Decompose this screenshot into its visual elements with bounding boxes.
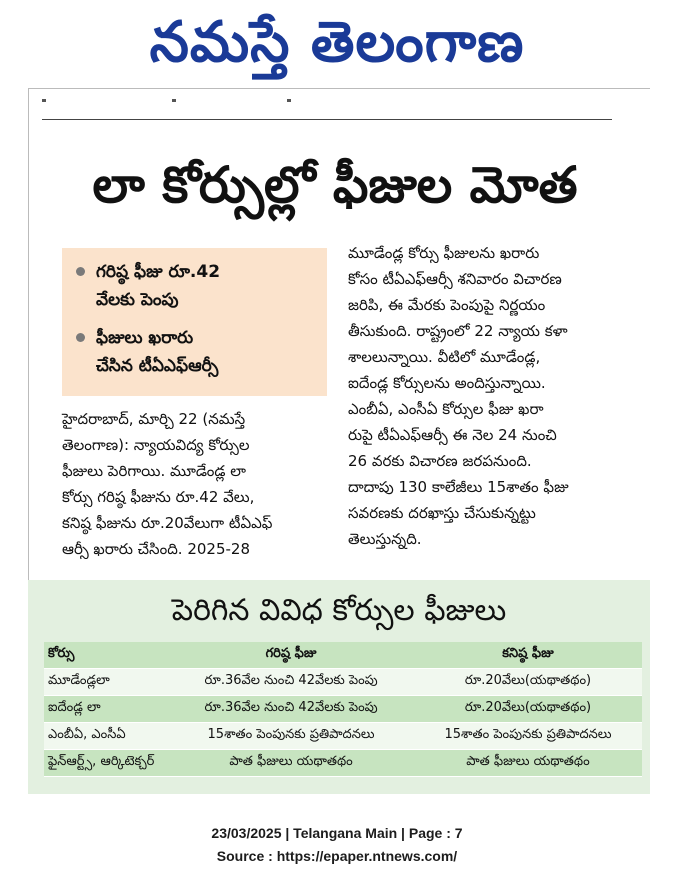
highlight-line: ఫీజులు ఖరారు xyxy=(96,328,194,348)
bullet-icon xyxy=(76,267,85,276)
table-row xyxy=(44,723,642,750)
cell-min-fee: రూ.20వేలు(యథాతథం) xyxy=(414,696,642,723)
frame-top-border xyxy=(28,88,650,89)
fee-table xyxy=(44,642,642,777)
body-line: రుపై టీఏఎఫ్ఆర్సీ ఈ నెల 24 నుంచి xyxy=(348,426,557,444)
highlight-line: గరిష్ఠ ఫీజు రూ.42 xyxy=(96,262,221,282)
masthead-logo: నమస్తే తెలంగాణ xyxy=(149,10,525,75)
body-line: ఎంబీఏ, ఎంసీఏ కోర్సుల ఫీజు ఖరా xyxy=(348,400,544,418)
headline-rule xyxy=(42,119,612,120)
body-line: ఐదేండ్ల కోర్సులను అందిస్తున్నాయి. xyxy=(348,374,546,392)
body-line: ఆర్సీ ఖరారు చేసింది. 2025-28 xyxy=(62,540,250,558)
body-line: శాలలున్నాయి. వీటిలో మూడేండ్ల, xyxy=(348,348,541,366)
cell-course: ఫైన్ఆర్ట్స్, ఆర్కిటెక్చర్ xyxy=(44,750,168,777)
fee-table-title: పెరిగిన వివిధ కోర్సుల ఫీజులు xyxy=(171,593,507,628)
cell-min-fee: పాత ఫీజులు యథాతథం xyxy=(414,750,642,777)
footer-date-line: 23/03/2025 | Telangana Main | Page : 7 xyxy=(211,825,463,841)
footer-source-line: Source : https://epaper.ntnews.com/ xyxy=(216,848,458,864)
cell-min-fee: 15శాతం పెంపునకు ప్రతిపాదనలు xyxy=(414,723,642,750)
highlight-item xyxy=(76,258,321,314)
body-line: మూడేండ్ల కోర్సు ఫీజులను ఖరారు xyxy=(348,244,540,262)
body-line: 26 వరకు విచారణ జరపనుంది. xyxy=(348,452,532,470)
body-line: కోర్సు గరిష్ఠ ఫీజును రూ.42 వేలు, xyxy=(62,488,255,506)
article-body-left xyxy=(62,406,330,562)
body-line: కనిష్ఠ ఫీజును రూ.20వేలుగా టీఏఎఫ్ xyxy=(62,514,273,532)
edge-mark xyxy=(287,99,291,102)
body-line: జరిపి, ఈ మేరకు పెంపుపై నిర్ణయం xyxy=(348,296,546,314)
cell-course: ఐదేండ్ల లా xyxy=(44,696,168,723)
header-min-fee: కనిష్ఠ ఫీజు xyxy=(414,642,642,669)
article-body-right xyxy=(348,240,638,552)
body-line: తెలంగాణ): న్యాయవిద్య కోర్సుల xyxy=(62,436,250,454)
edge-mark xyxy=(172,99,176,102)
body-line: కోసం టీఏఎఫ్ఆర్సీ శనివారం విచారణ xyxy=(348,270,562,288)
fee-table-section xyxy=(28,580,650,794)
highlight-box xyxy=(62,248,327,396)
table-row xyxy=(44,750,642,777)
bullet-icon xyxy=(76,333,85,342)
body-line: తీసుకుంది. రాష్ట్రంలో 22 న్యాయ కళా xyxy=(348,322,568,340)
table-header-row xyxy=(44,642,642,669)
body-line: తెలుస్తున్నది. xyxy=(348,530,422,548)
highlight-line: వేలకు పెంపు xyxy=(96,290,179,310)
highlight-line: చేసిన టీఏఎఫ్ఆర్సీ xyxy=(96,356,219,376)
cell-course: మూడేండ్లలా xyxy=(44,669,168,696)
table-row xyxy=(44,696,642,723)
cell-min-fee: రూ.20వేలు(యథాతథం) xyxy=(414,669,642,696)
cell-max-fee: రూ.36వేల నుంచి 42వేలకు పెంపు xyxy=(168,669,414,696)
body-line: ఫీజులు పెరిగాయి. మూడేండ్ల లా xyxy=(62,462,246,480)
highlight-item xyxy=(76,324,321,380)
cell-max-fee: రూ.36వేల నుంచి 42వేలకు పెంపు xyxy=(168,696,414,723)
body-line: హైదరాబాద్, మార్చి 22 (నమస్తే xyxy=(62,410,246,428)
body-line: సవరణకు దరఖాస్తు చేసుకున్నట్టు xyxy=(348,504,536,522)
article-headline: లా కోర్సుల్లో ఫీజుల మోత xyxy=(92,156,578,214)
cell-course: ఎంబీఏ, ఎంసీఏ xyxy=(44,723,168,750)
header-course: కోర్సు xyxy=(44,642,168,669)
table-row xyxy=(44,669,642,696)
cell-max-fee: 15శాతం పెంపునకు ప్రతిపాదనలు xyxy=(168,723,414,750)
cell-max-fee: పాత ఫీజులు యథాతథం xyxy=(168,750,414,777)
edge-mark xyxy=(42,99,46,102)
body-line: దాదాపు 130 కాలేజీలు 15శాతం ఫీజు xyxy=(348,478,569,496)
header-max-fee: గరిష్ఠ ఫీజు xyxy=(168,642,414,669)
